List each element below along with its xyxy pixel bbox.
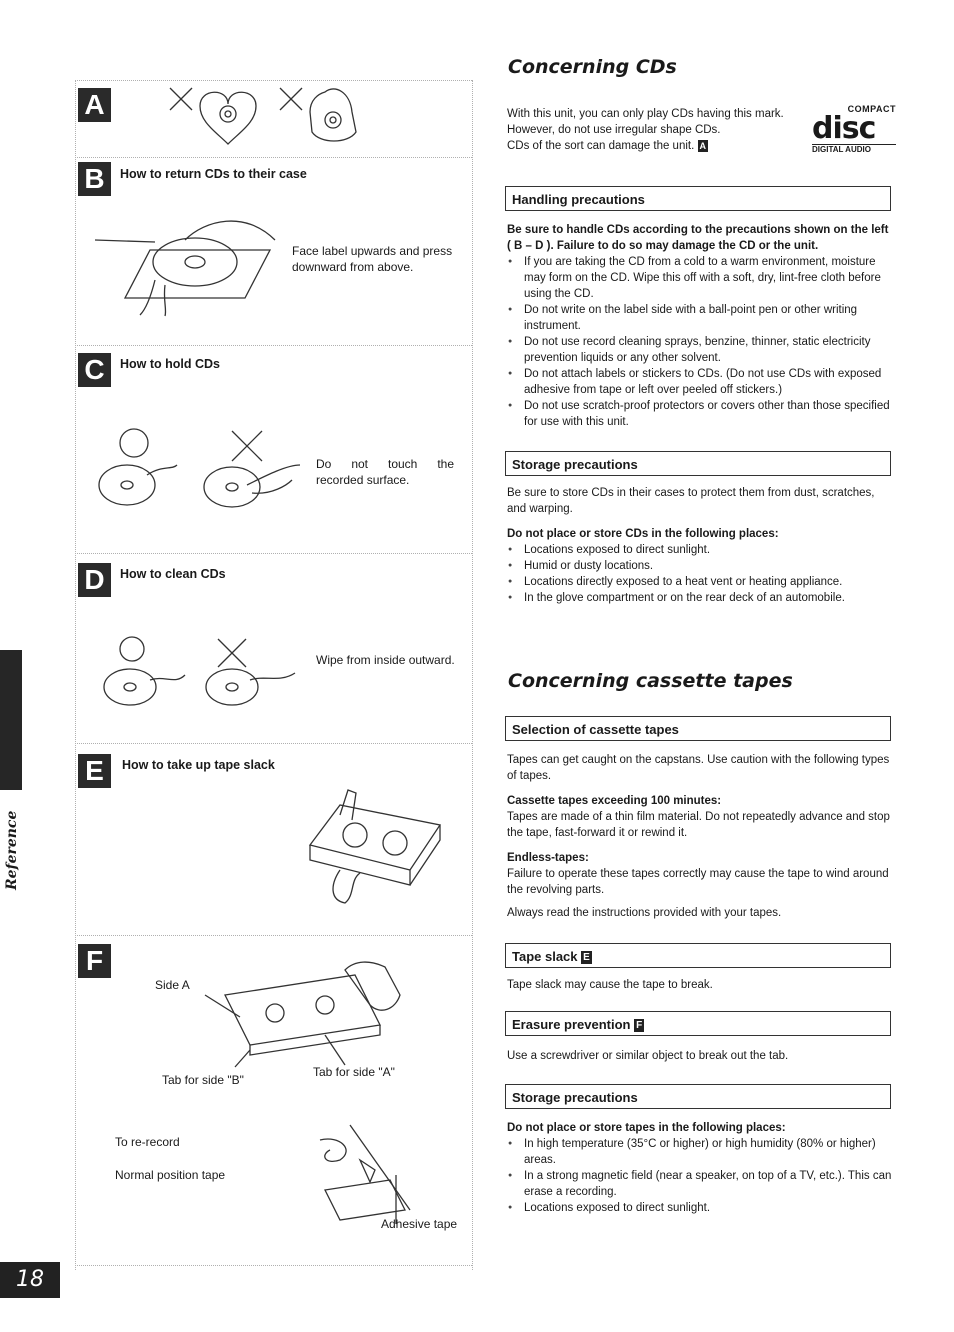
list-item: ● In a strong magnetic field (near a speaker, on top of a TV, etc.). This can erase a recording. (507, 1168, 895, 1200)
cds-title: Concerning CDs (508, 56, 677, 78)
irregular-cd-illustration (160, 82, 370, 152)
section-d-marker: D (78, 563, 111, 597)
normal-tape-label: Normal position tape (115, 1168, 226, 1182)
slack-title: Tape slack E (505, 943, 891, 968)
divider (75, 935, 472, 936)
side-a-label: Side A (155, 978, 190, 992)
selection-title: Selection of cassette tapes (505, 716, 891, 741)
storage-tape-title: Storage precautions (505, 1084, 891, 1109)
cds-intro: With this unit, you can only play CDs having this mark. However, do not use irregular shape CDs. CDs of the sort can damage the unit. A (507, 108, 784, 152)
list-item: ● Locations exposed to direct sunlight. (507, 1200, 895, 1216)
list-item: ● If you are taking the CD from a cold to a warm environment, moisture may form on the CD. Wipe this off with a soft, dry, lint-free cloth before using the CD. (507, 254, 895, 302)
divider (75, 80, 472, 81)
tab-a-label: Tab for side "A" (313, 1065, 395, 1079)
left-column-border (75, 80, 76, 1270)
rerecord-illustration (300, 1120, 430, 1225)
selection-content: Tapes can get caught on the capstans. Use caution with the following types of tapes. Cassette tapes exceeding 100 minutes: Tapes are made of a thin film material. Do not repeatedly advance and stop the tape, fast-forward it or rewind it. Endless-tapes: Failure to operate these tapes correctly may cause the tape to wind around the revolving parts. Always read the instructions provided with your tapes. (507, 754, 890, 919)
reference-tab (0, 650, 22, 790)
page-number: 18 (0, 1262, 60, 1298)
storage-cd-title: Storage precautions (505, 451, 891, 476)
storage-tape-content: Do not place or store tapes in the following places: ● In high temperature (35°C or higher) or high humidity (80% or higher) areas. ● In a strong magnetic field (near a speaker, on top of a TV, etc.). This can erase a recording. ● Locations exposed to direct sunlight. (507, 1120, 895, 1216)
section-b-marker: B (78, 162, 111, 196)
cd-case-illustration (95, 210, 285, 320)
list-item: ● Do not use scratch-proof protectors or covers other than those specified for use with this unit. (507, 398, 895, 430)
section-d-caption: Wipe from inside outward. (316, 653, 455, 667)
left-column-border-right (472, 80, 473, 1270)
divider (75, 157, 472, 158)
slack-text: Tape slack may cause the tape to break. (507, 979, 713, 991)
tape-slack-illustration (300, 785, 445, 910)
list-item: ● Locations directly exposed to a heat vent or heating appliance. (507, 574, 895, 590)
reference-label: Reference (4, 810, 20, 890)
handling-content: Be sure to handle CDs according to the precautions shown on the left ( B – D ). Failure to do so may damage the CD or the unit. ● If you are taking the CD from a cold to a warm environment, moisture may form on the CD. Wipe this off with a soft, dry, lint-free cloth before using the CD. ● Do not write on the label side with a ball-point pen or other writing instrument. ● Do not use record cleaning sprays, benzine, thinner, static electricity prevention liquids or any other solvent. ● Do not attach labels or stickers to CDs. (Do not use CDs with exposed adhesive from tape or left over peeled off stickers.) ● Do not use scratch-proof protectors or covers other than those specified for use with this unit. (507, 222, 895, 430)
adhesive-label: Adhesive tape (381, 1217, 458, 1231)
erasure-text: Use a screwdriver or similar object to break out the tab. (507, 1050, 789, 1062)
section-b-caption: Face label upwards and press downward from above. (292, 244, 453, 274)
section-e-marker: E (78, 754, 111, 788)
storage-cd-content: Be sure to store CDs in their cases to protect them from dust, scratches, and warping. Do not place or store CDs in the following places: ● Locations exposed to direct sunlight. ● Humid or dusty locations. ● Locations directly exposed to a heat vent or heating appliance. ● In the glove compartment or on the rear deck of an automobile. (507, 485, 895, 606)
section-e-title: How to take up tape slack (122, 758, 275, 772)
section-a-marker: A (78, 88, 111, 122)
divider (75, 553, 472, 554)
rerecord-label: To re-record (115, 1135, 180, 1149)
list-item: ● Humid or dusty locations. (507, 558, 895, 574)
section-b-title: How to return CDs to their case (120, 167, 307, 181)
section-c-marker: C (78, 353, 111, 387)
divider (75, 743, 472, 744)
list-item: ● Locations exposed to direct sunlight. (507, 542, 895, 558)
tab-b-label: Tab for side "B" (162, 1073, 244, 1087)
erasure-title: Erasure prevention F (505, 1011, 891, 1036)
section-c-title: How to hold CDs (120, 357, 220, 371)
list-item: ● In the glove compartment or on the rear deck of an automobile. (507, 590, 895, 606)
cassette-tab-illustration (195, 955, 415, 1075)
section-c-caption: Do not touch the recorded surface. (316, 457, 454, 487)
handling-title: Handling precautions (505, 186, 891, 211)
divider (75, 345, 472, 346)
section-f-marker: F (78, 944, 111, 978)
clean-cd-illustration (100, 635, 300, 710)
hold-cd-illustration (92, 425, 312, 515)
list-item: ● In high temperature (35°C or higher) or high humidity (80% or higher) areas. (507, 1136, 895, 1168)
list-item: ● Do not use record cleaning sprays, benzine, thinner, static electricity prevention liquids or any other solvent. (507, 334, 895, 366)
list-item: ● Do not write on the label side with a ball-point pen or other writing instrument. (507, 302, 895, 334)
divider (75, 1265, 472, 1266)
compact-disc-logo: COMPACT disc DIGITAL AUDIO (812, 104, 896, 154)
tapes-title: Concerning cassette tapes (508, 670, 793, 692)
section-d-title: How to clean CDs (120, 567, 226, 581)
list-item: ● Do not attach labels or stickers to CDs. (Do not use CDs with exposed adhesive from tape or left over peeled off stickers.) (507, 366, 895, 398)
